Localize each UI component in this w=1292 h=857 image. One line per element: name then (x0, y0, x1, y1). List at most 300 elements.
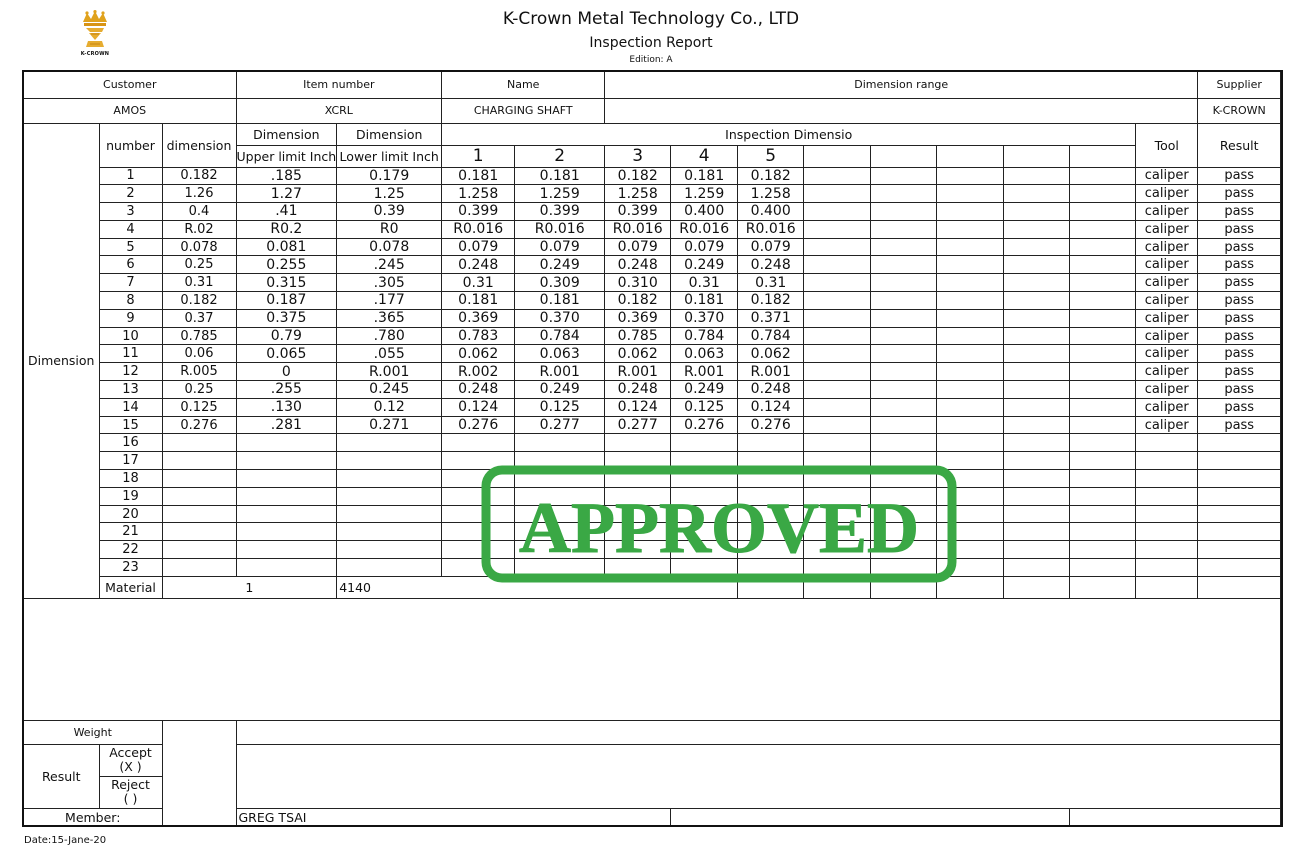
result-value (1198, 559, 1281, 577)
lower-limit (337, 434, 442, 452)
result-label: Result (23, 744, 99, 808)
table-row (23, 381, 1282, 399)
tool-value: caliper (1136, 416, 1198, 434)
nominal-dimension: R.005 (162, 363, 236, 381)
tool-value: caliper (1136, 345, 1198, 363)
upper-limit: 0 (236, 363, 337, 381)
tool-value: caliper (1136, 185, 1198, 203)
reject-option (99, 776, 162, 808)
upper-limit: .130 (236, 398, 337, 416)
nominal-dimension: 0.4 (162, 203, 236, 221)
empty-measurement-cell (1004, 220, 1070, 238)
result-value: pass (1198, 274, 1281, 292)
result-value: pass (1198, 292, 1281, 310)
empty-measurement-cell (937, 434, 1004, 452)
table-row (23, 292, 1282, 310)
measurement-1: 0.248 (442, 256, 515, 274)
material-label: Material (99, 576, 162, 598)
row-number: 18 (99, 470, 162, 488)
measurement-1: 0.181 (442, 292, 515, 310)
nominal-dimension (162, 523, 236, 541)
name-label: Name (442, 71, 605, 98)
empty-measurement-cell (1004, 185, 1070, 203)
empty-measurement-cell (1004, 470, 1070, 488)
measurement-3: 0.369 (605, 309, 671, 327)
result-value (1198, 434, 1281, 452)
upper-limit (236, 470, 337, 488)
lower-limit: 0.078 (337, 238, 442, 256)
lower-limit (337, 559, 442, 577)
empty-measurement-cell (804, 523, 871, 541)
measurement-2: 0.399 (515, 203, 605, 221)
lower-limit: R0 (337, 220, 442, 238)
empty-measurement-cell (1070, 327, 1136, 345)
supplier-label: Supplier (1198, 71, 1281, 98)
nominal-dimension (162, 541, 236, 559)
measurement-5 (738, 559, 804, 577)
empty-measurement-cell (937, 220, 1004, 238)
inspection-table (22, 70, 1283, 827)
empty-measurement-cell (937, 470, 1004, 488)
nominal-dimension: 1.26 (162, 185, 236, 203)
reject-mark: ( ) (123, 791, 138, 807)
measurement-3 (605, 505, 671, 523)
empty-header-cell (871, 145, 937, 167)
empty-measurement-cell (804, 398, 871, 416)
member-blank (1070, 808, 1281, 826)
row-number: 15 (99, 416, 162, 434)
empty-header-cell (1004, 145, 1070, 167)
empty-material-cell (1198, 576, 1281, 598)
measurement-3 (605, 452, 671, 470)
lower-limit: .245 (337, 256, 442, 274)
empty-header-cell (1070, 145, 1136, 167)
empty-measurement-cell (937, 256, 1004, 274)
lower-limit: .055 (337, 345, 442, 363)
table-row (23, 220, 1282, 238)
notes-area (23, 598, 1281, 720)
nominal-dimension (162, 487, 236, 505)
measurement-1 (442, 505, 515, 523)
empty-material-cell (871, 576, 937, 598)
measurement-2 (515, 452, 605, 470)
measurement-5 (738, 505, 804, 523)
empty-measurement-cell (1070, 203, 1136, 221)
measurement-3: 0.310 (605, 274, 671, 292)
result-value: pass (1198, 167, 1281, 185)
nominal-dimension: 0.276 (162, 416, 236, 434)
measurement-1 (442, 470, 515, 488)
measurement-4: 0.181 (671, 292, 738, 310)
measurement-2: 0.125 (515, 398, 605, 416)
empty-measurement-cell (937, 274, 1004, 292)
measurement-2: R0.016 (515, 220, 605, 238)
measurement-5: R0.016 (738, 220, 804, 238)
empty-measurement-cell (1004, 523, 1070, 541)
measurement-4: 0.063 (671, 345, 738, 363)
empty-measurement-cell (937, 381, 1004, 399)
row-number: 4 (99, 220, 162, 238)
empty-measurement-cell (1070, 398, 1136, 416)
empty-measurement-cell (1004, 505, 1070, 523)
row-number: 13 (99, 381, 162, 399)
empty-measurement-cell (871, 363, 937, 381)
measurement-4 (671, 523, 738, 541)
measurement-4: 0.249 (671, 256, 738, 274)
empty-measurement-cell (804, 292, 871, 310)
measurement-2: 1.259 (515, 185, 605, 203)
lower-limit (337, 487, 442, 505)
measurement-4 (671, 559, 738, 577)
empty-measurement-cell (937, 505, 1004, 523)
empty-measurement-cell (937, 238, 1004, 256)
row-number: 5 (99, 238, 162, 256)
empty-measurement-cell (1004, 434, 1070, 452)
empty-measurement-cell (1070, 381, 1136, 399)
tool-value: caliper (1136, 363, 1198, 381)
measurement-3: 1.258 (605, 185, 671, 203)
empty-measurement-cell (871, 523, 937, 541)
measurement-4: 0.784 (671, 327, 738, 345)
measurement-4 (671, 541, 738, 559)
result-value: pass (1198, 185, 1281, 203)
measurement-5: R.001 (738, 363, 804, 381)
empty-measurement-cell (804, 327, 871, 345)
tool-value: caliper (1136, 309, 1198, 327)
measurement-header-5: 5 (738, 145, 804, 167)
nominal-dimension (162, 559, 236, 577)
empty-measurement-cell (1004, 292, 1070, 310)
empty-measurement-cell (804, 452, 871, 470)
tool-header: Tool (1136, 123, 1198, 167)
empty-measurement-cell (1070, 434, 1136, 452)
measurement-header-1: 1 (442, 145, 515, 167)
result-value (1198, 523, 1281, 541)
tool-value: caliper (1136, 381, 1198, 399)
measurement-2 (515, 523, 605, 541)
nominal-dimension: 0.37 (162, 309, 236, 327)
lower-limit: .365 (337, 309, 442, 327)
dimension-range-value (605, 98, 1198, 123)
measurement-4 (671, 470, 738, 488)
row-number: 8 (99, 292, 162, 310)
measurement-2 (515, 470, 605, 488)
empty-measurement-cell (804, 167, 871, 185)
empty-measurement-cell (1070, 274, 1136, 292)
tool-value: caliper (1136, 203, 1198, 221)
result-value: pass (1198, 203, 1281, 221)
measurement-1: 1.258 (442, 185, 515, 203)
measurement-5: 0.248 (738, 381, 804, 399)
table-row (23, 559, 1282, 577)
upper-limit: .41 (236, 203, 337, 221)
measurement-1: 0.399 (442, 203, 515, 221)
measurement-5: 0.400 (738, 203, 804, 221)
result-value: pass (1198, 220, 1281, 238)
measurement-5: 0.124 (738, 398, 804, 416)
empty-measurement-cell (937, 487, 1004, 505)
measurement-2: 0.181 (515, 167, 605, 185)
edition-label: Edition: A (629, 55, 673, 65)
empty-measurement-cell (937, 327, 1004, 345)
result-value (1198, 541, 1281, 559)
measurement-3: 0.248 (605, 256, 671, 274)
empty-measurement-cell (871, 345, 937, 363)
empty-measurement-cell (1004, 256, 1070, 274)
lower-limit: 0.179 (337, 167, 442, 185)
upper-limit: 0.315 (236, 274, 337, 292)
empty-measurement-cell (871, 167, 937, 185)
name-value: CHARGING SHAFT (442, 98, 605, 123)
nominal-dimension: 0.182 (162, 292, 236, 310)
empty-measurement-cell (804, 220, 871, 238)
result-value: pass (1198, 381, 1281, 399)
measurement-2 (515, 434, 605, 452)
table-row (23, 203, 1282, 221)
tool-value (1136, 505, 1198, 523)
lower-limit: 0.12 (337, 398, 442, 416)
tool-value (1136, 470, 1198, 488)
empty-measurement-cell (804, 416, 871, 434)
material-number: 1 (162, 576, 337, 598)
upper-limit (236, 541, 337, 559)
upper-dimension-header: Dimension (236, 123, 337, 145)
number-header: number (99, 123, 162, 167)
tool-value (1136, 523, 1198, 541)
nominal-dimension: 0.31 (162, 274, 236, 292)
empty-measurement-cell (871, 309, 937, 327)
table-row (23, 345, 1282, 363)
empty-measurement-cell (1004, 363, 1070, 381)
empty-measurement-cell (1004, 416, 1070, 434)
empty-measurement-cell (1070, 470, 1136, 488)
measurement-2 (515, 541, 605, 559)
lower-limit: .780 (337, 327, 442, 345)
measurement-3: 0.062 (605, 345, 671, 363)
accept-option (99, 744, 162, 776)
measurement-2: 0.249 (515, 381, 605, 399)
measurement-4: 0.370 (671, 309, 738, 327)
empty-measurement-cell (1004, 274, 1070, 292)
empty-measurement-cell (1004, 541, 1070, 559)
empty-measurement-cell (804, 470, 871, 488)
upper-limit: 0.065 (236, 345, 337, 363)
result-value: pass (1198, 309, 1281, 327)
measurement-4 (671, 505, 738, 523)
empty-measurement-cell (804, 541, 871, 559)
lower-limit: 0.271 (337, 416, 442, 434)
measurement-5: 0.182 (738, 167, 804, 185)
measurement-5: 1.258 (738, 185, 804, 203)
nominal-dimension: 0.25 (162, 381, 236, 399)
result-value: pass (1198, 416, 1281, 434)
empty-measurement-cell (1004, 203, 1070, 221)
empty-measurement-cell (871, 220, 937, 238)
measurement-header-4: 4 (671, 145, 738, 167)
row-number: 17 (99, 452, 162, 470)
tool-value: caliper (1136, 327, 1198, 345)
row-number: 11 (99, 345, 162, 363)
measurement-3: R0.016 (605, 220, 671, 238)
result-value (1198, 487, 1281, 505)
dimension-range-label: Dimension range (605, 71, 1198, 98)
empty-material-cell (1136, 576, 1198, 598)
empty-material-cell (738, 576, 804, 598)
measurement-3: 0.079 (605, 238, 671, 256)
empty-measurement-cell (1070, 487, 1136, 505)
measurement-3: 0.182 (605, 292, 671, 310)
row-number: 10 (99, 327, 162, 345)
lower-limit (337, 523, 442, 541)
nominal-dimension (162, 505, 236, 523)
empty-measurement-cell (937, 203, 1004, 221)
nominal-dimension (162, 452, 236, 470)
table-row (23, 363, 1282, 381)
empty-measurement-cell (937, 541, 1004, 559)
measurement-4: R.001 (671, 363, 738, 381)
measurement-5: 0.248 (738, 256, 804, 274)
lower-limit (337, 452, 442, 470)
lower-limit: 0.245 (337, 381, 442, 399)
tool-value: caliper (1136, 398, 1198, 416)
result-value: pass (1198, 398, 1281, 416)
empty-measurement-cell (871, 452, 937, 470)
nominal-dimension: 0.06 (162, 345, 236, 363)
tool-value (1136, 559, 1198, 577)
table-row (23, 523, 1282, 541)
empty-measurement-cell (1070, 505, 1136, 523)
measurement-1 (442, 452, 515, 470)
row-number: 3 (99, 203, 162, 221)
table-row (23, 256, 1282, 274)
upper-limit (236, 487, 337, 505)
upper-limit-header: Upper limit Inch (236, 145, 337, 167)
table-row (23, 470, 1282, 488)
empty-measurement-cell (1070, 256, 1136, 274)
measurement-5: 0.31 (738, 274, 804, 292)
measurement-2: 0.309 (515, 274, 605, 292)
accept-mark: (X ) (119, 759, 142, 775)
stamp-text: APPROVED (519, 488, 919, 568)
empty-measurement-cell (937, 345, 1004, 363)
lower-limit: 1.25 (337, 185, 442, 203)
empty-measurement-cell (804, 363, 871, 381)
result-value: pass (1198, 256, 1281, 274)
empty-measurement-cell (804, 238, 871, 256)
nominal-dimension: 0.078 (162, 238, 236, 256)
measurement-3: 0.248 (605, 381, 671, 399)
measurement-1 (442, 487, 515, 505)
table-row (23, 398, 1282, 416)
empty-measurement-cell (871, 381, 937, 399)
result-value: pass (1198, 327, 1281, 345)
row-number: 19 (99, 487, 162, 505)
row-number: 1 (99, 167, 162, 185)
measurement-2 (515, 559, 605, 577)
nominal-dimension: 0.182 (162, 167, 236, 185)
measurement-1 (442, 559, 515, 577)
lower-limit: .305 (337, 274, 442, 292)
measurement-4: 0.125 (671, 398, 738, 416)
lower-limit: .177 (337, 292, 442, 310)
member-label: Member: (23, 808, 162, 826)
upper-limit: 0.79 (236, 327, 337, 345)
table-row (23, 274, 1282, 292)
measurement-3 (605, 559, 671, 577)
empty-header-cell (937, 145, 1004, 167)
measurement-3: 0.124 (605, 398, 671, 416)
measurement-4 (671, 487, 738, 505)
empty-measurement-cell (871, 487, 937, 505)
measurement-4: R0.016 (671, 220, 738, 238)
result-header: Result (1198, 123, 1281, 167)
inspection-header: Inspection Dimensio (442, 123, 1136, 145)
result-value (1198, 470, 1281, 488)
empty-measurement-cell (1070, 345, 1136, 363)
result-value: pass (1198, 345, 1281, 363)
upper-limit: 0.187 (236, 292, 337, 310)
measurement-2: 0.079 (515, 238, 605, 256)
lower-limit (337, 505, 442, 523)
upper-limit (236, 559, 337, 577)
item-number-label: Item number (236, 71, 442, 98)
empty-measurement-cell (1004, 238, 1070, 256)
lower-limit (337, 470, 442, 488)
upper-limit (236, 434, 337, 452)
tool-value: caliper (1136, 220, 1198, 238)
weight-value (236, 720, 1281, 744)
measurement-1: 0.276 (442, 416, 515, 434)
measurement-4: 1.259 (671, 185, 738, 203)
tool-value: caliper (1136, 274, 1198, 292)
measurement-3: R.001 (605, 363, 671, 381)
measurement-header-2: 2 (515, 145, 605, 167)
nominal-dimension (162, 470, 236, 488)
measurement-3 (605, 434, 671, 452)
upper-limit: 1.27 (236, 185, 337, 203)
measurement-3 (605, 523, 671, 541)
empty-measurement-cell (937, 309, 1004, 327)
empty-measurement-cell (804, 345, 871, 363)
measurement-1: 0.248 (442, 381, 515, 399)
empty-measurement-cell (1004, 559, 1070, 577)
empty-measurement-cell (1004, 381, 1070, 399)
measurement-4 (671, 452, 738, 470)
empty-measurement-cell (871, 505, 937, 523)
empty-measurement-cell (937, 363, 1004, 381)
empty-measurement-cell (1070, 167, 1136, 185)
row-number: 20 (99, 505, 162, 523)
table-row (23, 434, 1282, 452)
measurement-5 (738, 523, 804, 541)
measurement-1: 0.079 (442, 238, 515, 256)
measurement-5: 0.079 (738, 238, 804, 256)
row-number: 21 (99, 523, 162, 541)
empty-measurement-cell (937, 167, 1004, 185)
empty-measurement-cell (804, 203, 871, 221)
tool-value (1136, 541, 1198, 559)
empty-measurement-cell (871, 203, 937, 221)
table-row (23, 541, 1282, 559)
measurement-5 (738, 487, 804, 505)
empty-measurement-cell (937, 185, 1004, 203)
empty-measurement-cell (871, 185, 937, 203)
table-row (23, 416, 1282, 434)
measurement-1: R0.016 (442, 220, 515, 238)
empty-measurement-cell (1070, 559, 1136, 577)
empty-measurement-cell (937, 416, 1004, 434)
empty-measurement-cell (1070, 363, 1136, 381)
